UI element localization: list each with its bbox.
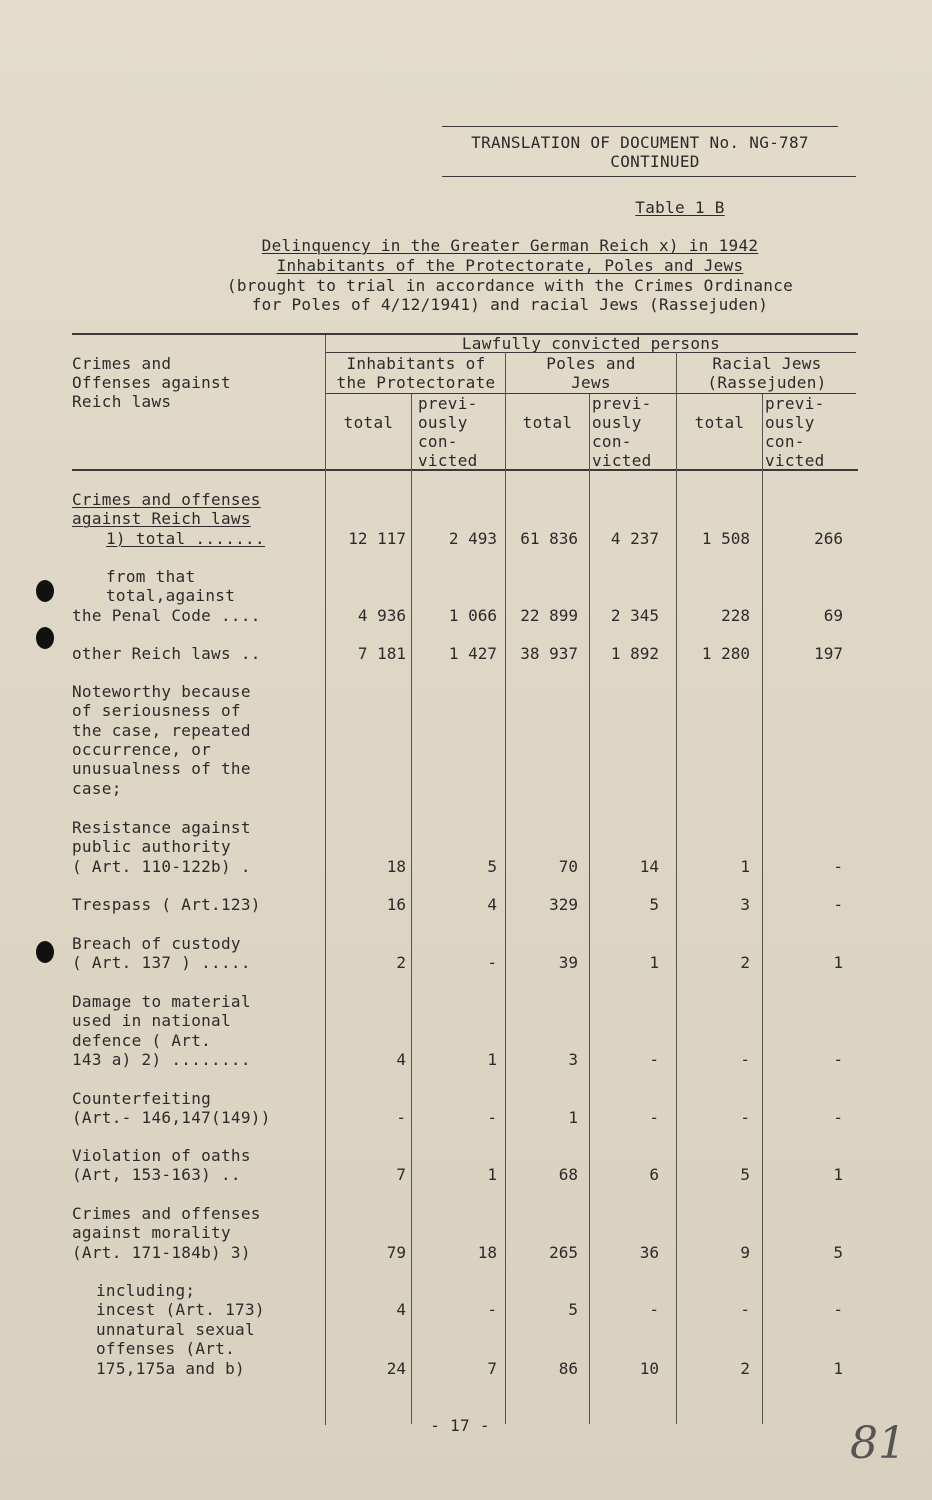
table-cell: 1 280 <box>701 644 750 663</box>
row-label: Noteworthy because <box>72 682 251 701</box>
row-label: from that <box>106 567 196 586</box>
table-cell: - <box>649 1300 659 1320</box>
table-cell: - <box>740 1049 750 1069</box>
table-cell: 36 <box>639 1242 659 1262</box>
table-cell: 4 237 <box>610 528 659 548</box>
table-cell: 1 <box>487 1165 497 1185</box>
table-cell: - <box>833 1049 843 1069</box>
header-rule-bottom <box>442 176 856 177</box>
column-divider <box>676 352 677 1424</box>
table-cell: 5 <box>487 856 497 876</box>
table-cell: 329 <box>549 895 578 914</box>
document-header-continued: CONTINUED <box>610 152 700 171</box>
header-prev: con- <box>592 432 632 451</box>
table-cell: 7 <box>396 1165 406 1185</box>
header-total: total <box>522 413 573 432</box>
table-cell: 61 836 <box>520 528 578 548</box>
subheader-racial-jews-2: (Rassejuden) <box>707 373 827 392</box>
header-total: total <box>694 413 745 432</box>
table-cell: 1 892 <box>610 644 659 663</box>
table-cell: 2 493 <box>448 528 497 548</box>
table-cell: - <box>833 1108 843 1128</box>
table-title: Delinquency in the Greater German Reich x) in 1942 <box>261 236 759 255</box>
header-prev: victed <box>418 451 478 470</box>
table-cell: 79 <box>386 1242 406 1262</box>
row-label: (Art. 171-184b) 3) <box>72 1242 251 1262</box>
table-cell: 24 <box>386 1358 406 1378</box>
table-cell: - <box>740 1108 750 1128</box>
row-label: the case, repeated <box>72 720 251 740</box>
table-subtitle: Inhabitants of the Protectorate, Poles and Jews <box>276 256 744 275</box>
subheader-protectorate-2: the Protectorate <box>336 373 496 392</box>
row-label: Damage to material <box>72 992 251 1011</box>
row-label: against morality <box>72 1223 231 1243</box>
subheader-racial-jews-1: Racial Jews <box>712 354 822 373</box>
row-header-label-2: Offenses against <box>72 373 231 392</box>
header-prev: con- <box>765 432 805 451</box>
row-label: public authority <box>72 837 231 857</box>
header-prev: previ- <box>765 394 825 413</box>
row-label: offenses (Art. <box>96 1339 236 1359</box>
table-cell: - <box>487 1108 497 1128</box>
table-cell: 4 936 <box>357 605 406 625</box>
row-label: unusualness of the <box>72 759 251 779</box>
table-cell: 10 <box>639 1358 659 1378</box>
table-cell: 7 181 <box>357 644 406 663</box>
row-label: Counterfeiting <box>72 1089 212 1108</box>
table-cell: 2 <box>740 953 750 973</box>
row-label: Crimes and offenses <box>72 490 261 509</box>
row-label: Violation of oaths <box>72 1146 251 1165</box>
header-rule-top <box>442 126 838 127</box>
row-label: Breach of custody <box>72 934 241 953</box>
table-cell: 22 899 <box>520 605 578 625</box>
table-cell: - <box>649 1108 659 1128</box>
document-header-title: TRANSLATION OF DOCUMENT No. NG-787 <box>471 133 809 152</box>
row-label: the Penal Code .... <box>72 605 261 625</box>
row-label: including; <box>96 1281 196 1300</box>
table-cell: 70 <box>558 856 578 876</box>
row-label: Resistance against <box>72 818 251 837</box>
table-cell: 3 <box>740 895 750 914</box>
table-cell: 1 <box>833 1165 843 1185</box>
table-cell: 1 508 <box>701 528 750 548</box>
row-label: Crimes and offenses <box>72 1204 261 1223</box>
row-label: defence ( Art. <box>72 1030 212 1050</box>
table-cell: 2 <box>396 953 406 973</box>
table-note-line2: for Poles of 4/12/1941) and racial Jews (Rassejuden) <box>251 295 769 314</box>
table-label: Table 1 B <box>635 198 725 217</box>
header-prev: ously <box>765 413 815 432</box>
table-cell: 18 <box>386 856 406 876</box>
row-label: (Art, 153-163) .. <box>72 1165 241 1185</box>
table-cell: - <box>740 1300 750 1320</box>
row-label: 143 a) 2) ........ <box>72 1049 251 1069</box>
table-cell: 7 <box>487 1358 497 1378</box>
table-cell: 2 345 <box>610 605 659 625</box>
table-cell: 1 <box>833 953 843 973</box>
table-cell: 5 <box>568 1300 578 1320</box>
table-cell: 4 <box>487 895 497 914</box>
row-label: incest (Art. 173) <box>96 1300 265 1320</box>
punch-hole <box>36 941 54 963</box>
header-prev: previ- <box>592 394 652 413</box>
subheader-protectorate-1: Inhabitants of <box>346 354 486 373</box>
row-label: (Art.- 146,147(149)) <box>72 1108 271 1128</box>
table-cell: 68 <box>558 1165 578 1185</box>
row-label: used in national <box>72 1011 231 1031</box>
table-cell: 1 <box>568 1108 578 1128</box>
row-label: total,against <box>106 586 236 606</box>
header-prev: con- <box>418 432 458 451</box>
row-label: occurrence, or <box>72 739 212 759</box>
table-note-line1: (brought to trial in accordance with the Crimes Ordinance <box>226 276 794 295</box>
table-cell: 1 <box>833 1358 843 1378</box>
table-cell: 12 117 <box>348 528 406 548</box>
group-header: Lawfully convicted persons <box>461 334 721 353</box>
row-label: case; <box>72 778 122 798</box>
table-cell: - <box>833 856 843 876</box>
row-label: 1) total ....... <box>106 528 265 548</box>
table-cell: 5 <box>833 1242 843 1262</box>
table-cell: 39 <box>558 953 578 973</box>
table-cell: 1 <box>649 953 659 973</box>
header-prev: ously <box>418 413 468 432</box>
table-cell: 3 <box>568 1049 578 1069</box>
subheader-poles-1: Poles and <box>546 354 636 373</box>
header-total: total <box>343 413 394 432</box>
table-cell: 6 <box>649 1165 659 1185</box>
row-label: unnatural sexual <box>96 1320 255 1339</box>
table-cell: 1 066 <box>448 605 497 625</box>
table-cell: - <box>487 1300 497 1320</box>
table-cell: 2 <box>740 1358 750 1378</box>
table-cell: 1 <box>487 1049 497 1069</box>
table-cell: 16 <box>386 895 406 914</box>
table-cell: 5 <box>740 1165 750 1185</box>
header-prev: victed <box>765 451 825 470</box>
punch-hole <box>36 627 54 649</box>
header-prev: victed <box>592 451 652 470</box>
table-cell: 266 <box>814 528 843 548</box>
table-cell: - <box>487 953 497 973</box>
row-label: 175,175a and b) <box>96 1358 245 1378</box>
punch-hole <box>36 580 54 602</box>
column-divider <box>505 352 506 1424</box>
table-cell: 4 <box>396 1049 406 1069</box>
table-cell: - <box>396 1108 406 1128</box>
table-cell: 14 <box>639 856 659 876</box>
table-cell: 1 427 <box>448 644 497 663</box>
table-cell: 69 <box>823 605 843 625</box>
table-cell: 265 <box>549 1242 578 1262</box>
table-cell: 197 <box>814 644 843 663</box>
table-cell: - <box>833 1300 843 1320</box>
table-cell: 5 <box>649 895 659 914</box>
row-label: other Reich laws .. <box>72 644 261 663</box>
table-cell: 4 <box>396 1300 406 1320</box>
row-label: of seriousness of <box>72 701 241 721</box>
row-label: ( Art. 110-122b) . <box>72 856 251 876</box>
table-cell: 228 <box>721 605 750 625</box>
row-label: Trespass ( Art.123) <box>72 895 261 914</box>
table-cell: 9 <box>740 1242 750 1262</box>
row-label: against Reich laws <box>72 509 251 529</box>
subheader-poles-2: Jews <box>571 373 611 392</box>
header-prev: previ- <box>418 394 478 413</box>
page-number: - 17 - <box>430 1416 490 1435</box>
table-cell: 38 937 <box>520 644 578 663</box>
table-cell: 86 <box>558 1358 578 1378</box>
row-header-label-1: Crimes and <box>72 354 172 373</box>
header-prev: ously <box>592 413 642 432</box>
table-cell: 18 <box>477 1242 497 1262</box>
table-cell: - <box>649 1049 659 1069</box>
row-label: ( Art. 137 ) ..... <box>72 953 251 973</box>
handwritten-page-number: 81 <box>850 1418 906 1469</box>
table-cell: - <box>833 895 843 914</box>
row-header-label-3: Reich laws <box>72 392 172 411</box>
table-cell: 1 <box>740 856 750 876</box>
